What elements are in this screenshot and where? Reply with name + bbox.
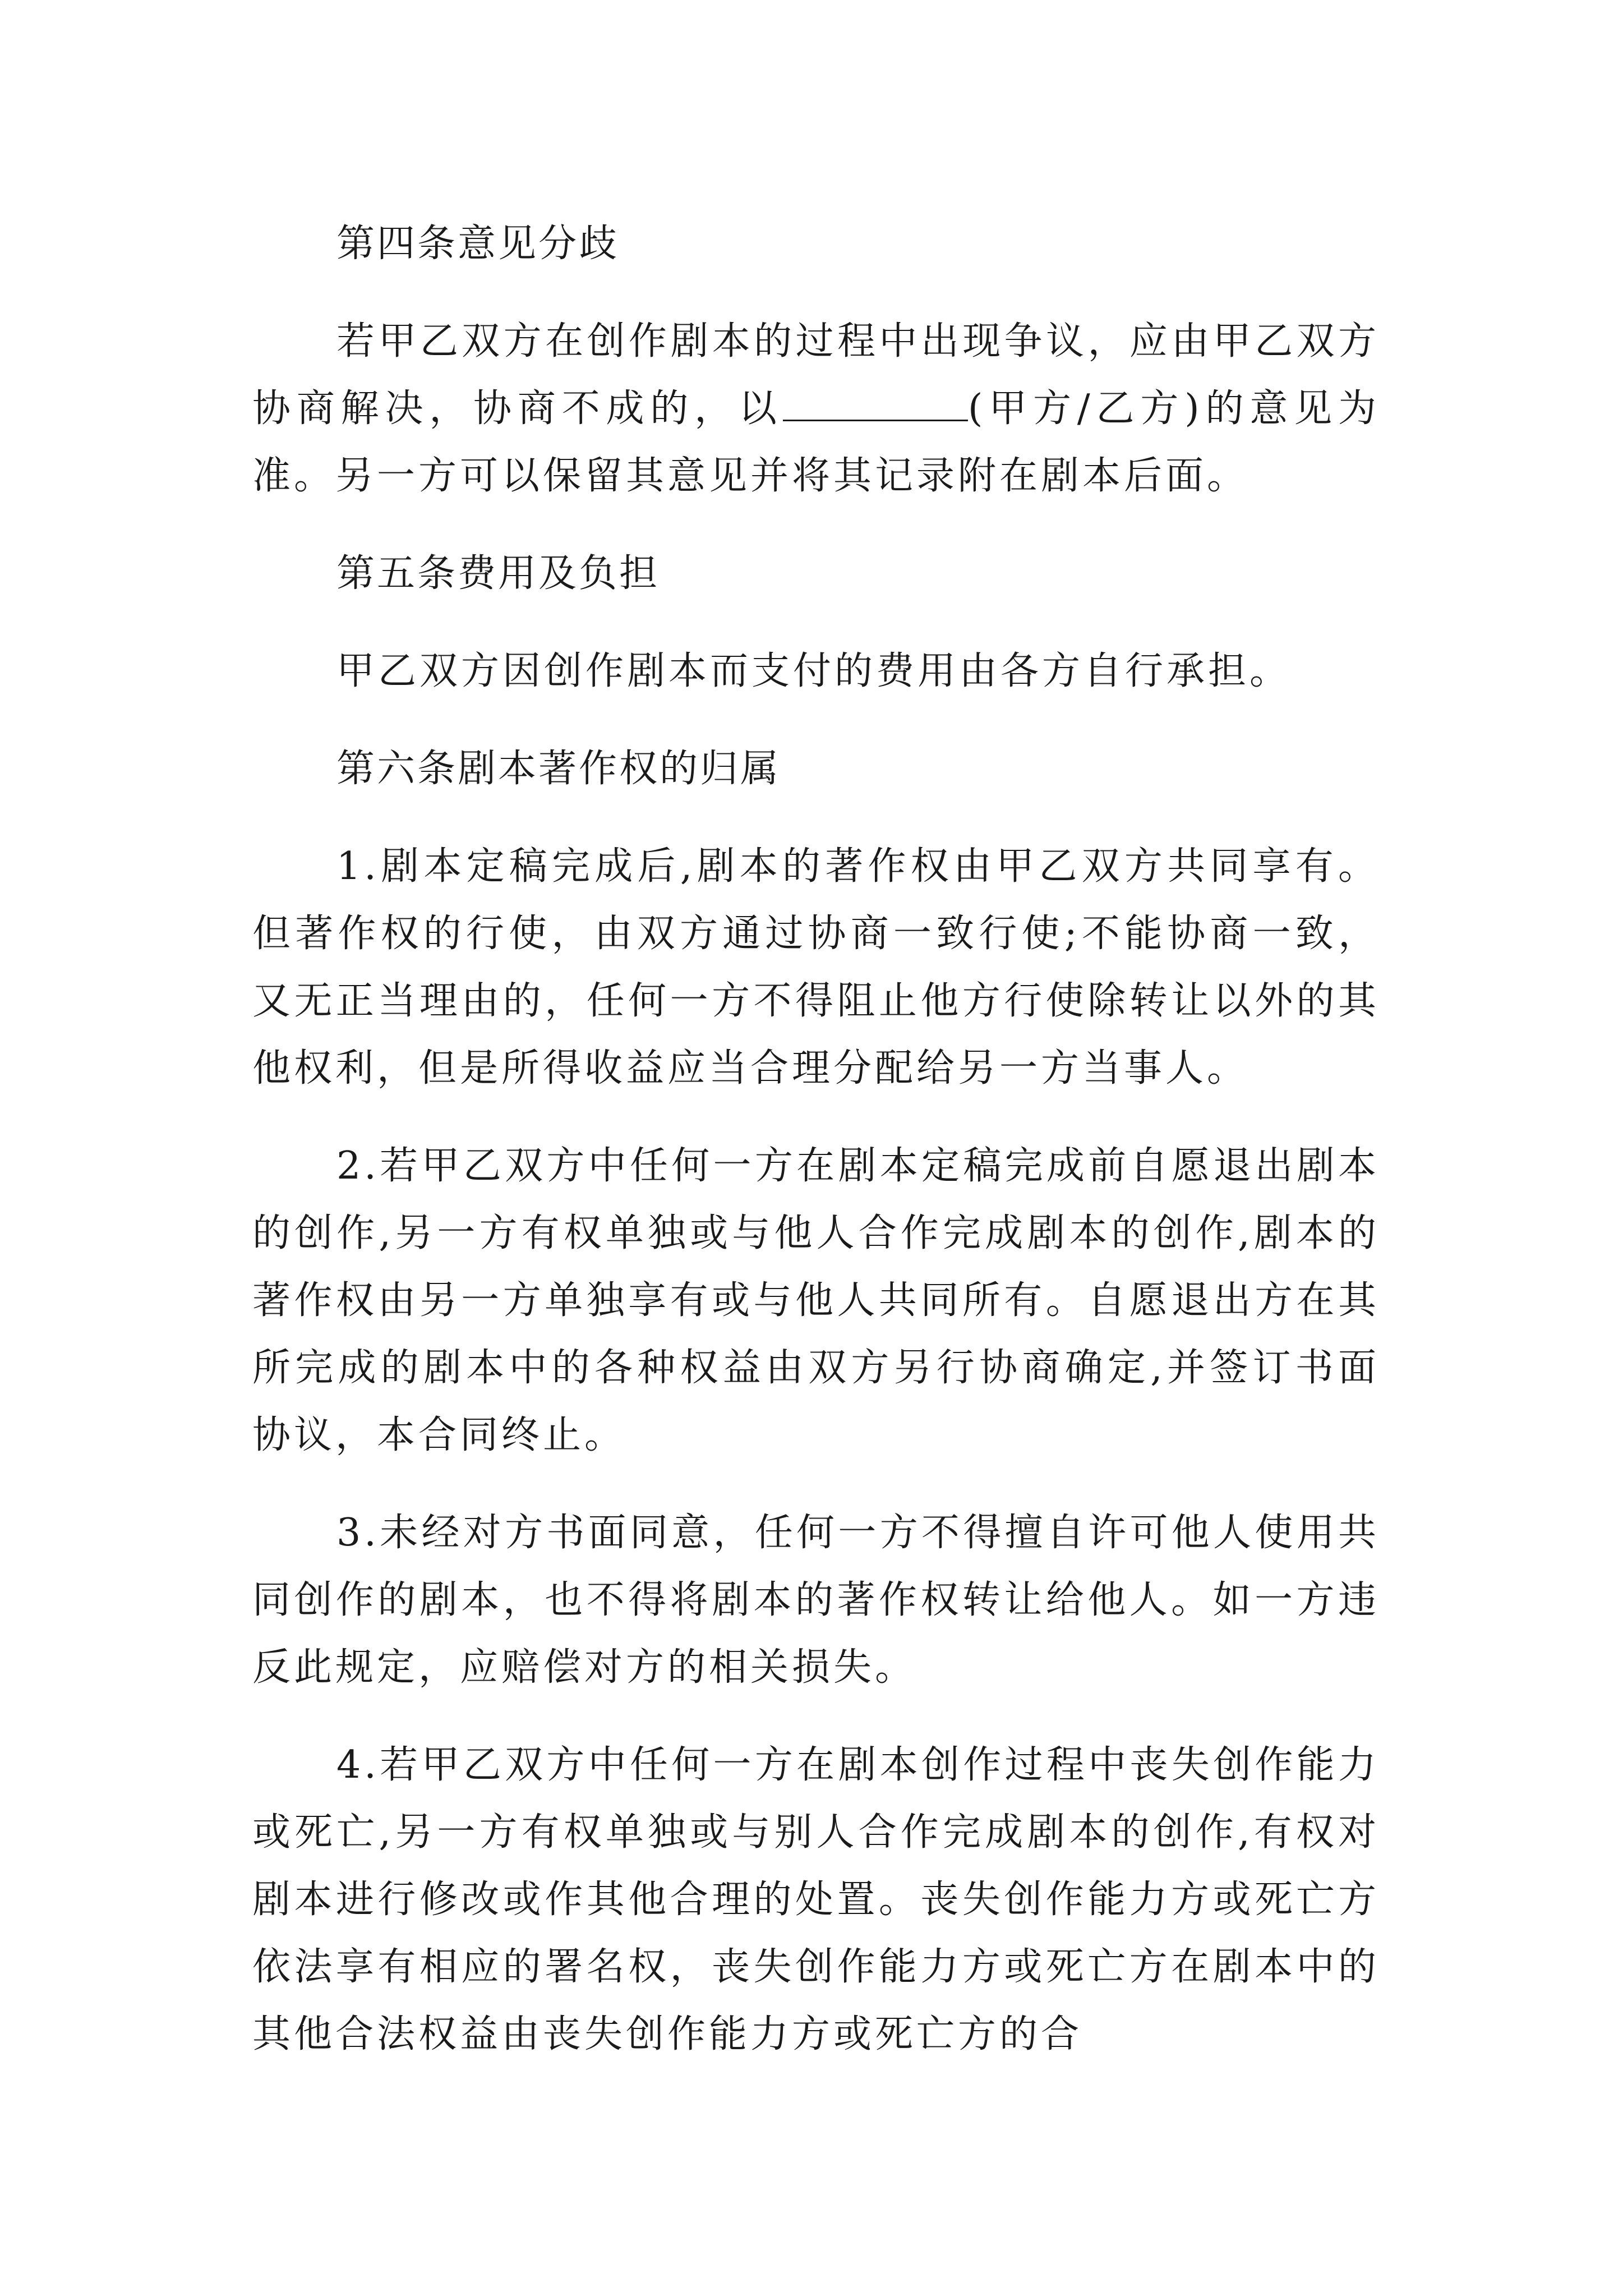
article-4-heading: 第四条意见分歧 bbox=[336, 222, 620, 266]
fill-in-blank bbox=[783, 386, 968, 421]
article-6-heading: 第六条剧本著作权的归属 bbox=[336, 747, 781, 791]
article-4-text-before-blank: 若甲乙双方在创作剧本的过程中出现争议，应由甲乙双方协商解决，协商不成的，以 bbox=[252, 319, 1380, 431]
article-6-item-4: 4.若甲乙双方中任何一方在剧本创作过程中丧失创作能力或死亡,另一方有权单独或与别人合作完成剧本的创作,有权对剧本进行修改或作其他合理的处置。丧失创作能力方或死亡方依法享有相应的署名权，丧失创作能力方或死亡方在剧本中的其他合法权益由丧失创作能力方或死亡方的合 bbox=[252, 1743, 1380, 2056]
document-page bbox=[252, 210, 1380, 2099]
article-6-item-3: 3.未经对方书面同意，任何一方不得擅自许可他人使用共同创作的剧本，也不得将剧本的著作权转让给他人。如一方违反此规定，应赔偿对方的相关损失。 bbox=[252, 1511, 1380, 1690]
article-5-paragraph: 甲乙双方因创作剧本而支付的费用由各方自行承担。 bbox=[336, 649, 1292, 693]
article-5-heading: 第五条费用及负担 bbox=[336, 551, 660, 596]
article-6-item-2: 2.若甲乙双方中任何一方在剧本定稿完成前自愿退出剧本的创作,另一方有权单独或与他人合作完成剧本的创作,剧本的著作权由另一方单独享有或与他人共同所有。自愿退出方在其所完成的剧本中的各种权益由双方另行协商确定,并签订书面协议，本合同终止。 bbox=[252, 1144, 1380, 1457]
article-4-paragraph bbox=[252, 308, 1380, 510]
article-6-item-1: 1.剧本定稿完成后,剧本的著作权由甲乙双方共同享有。但著作权的行使，由双方通过协商一致行使;不能协商一致，又无正当理由的，任何一方不得阻止他方行使除转让以外的其他权利，但是所得收益应当合理分配给另一方当事人。 bbox=[252, 844, 1380, 1091]
article-4-text-after-blank: (甲方/乙方)的意见为准。另一方可以保留其意见并将其记录附在剧本后面。 bbox=[252, 386, 1380, 498]
